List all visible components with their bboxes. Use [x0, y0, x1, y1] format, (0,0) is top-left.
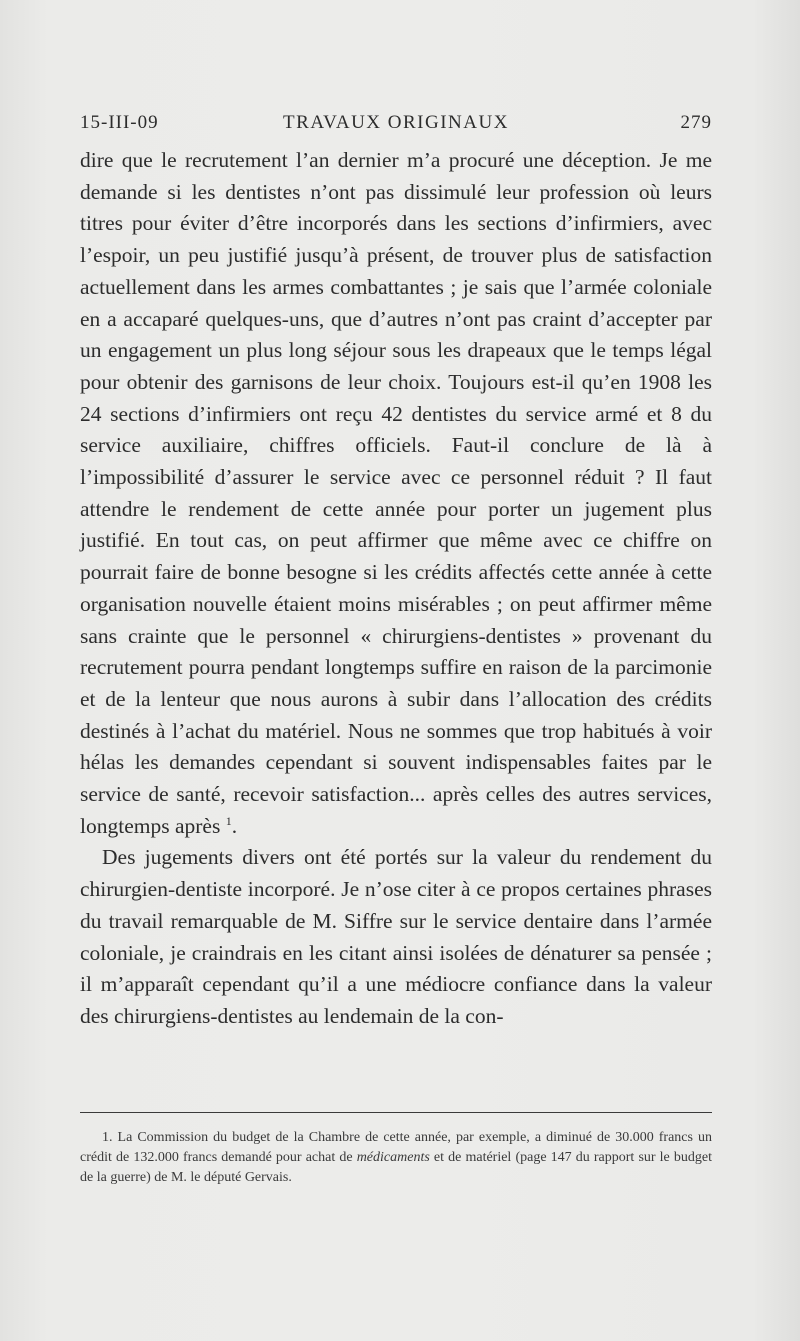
- paragraph-1: [80, 145, 712, 842]
- paragraph-2: Des jugements divers ont été portés sur la valeur du rendement du chirurgien-dentiste incorporé. Je n’ose citer à ce propos certaines phrases du travail remarquable de M. Siffre sur le service dentaire dans l’armée coloniale, je craindrais en les citant ainsi isolées de dénaturer sa pensée ; il m’apparaît cependant qu’il a une médiocre confiance dans la valeur des chirurgiens-dentistes au lendemain de la con-: [80, 845, 712, 1028]
- header-date: 15-III-09: [80, 112, 159, 133]
- footnote-divider: [80, 1112, 712, 1113]
- running-header: [80, 112, 712, 142]
- footnote-text-after: et de matériel (page 147 du rapport sur le budget de la guerre) de M. le député Gervais.: [80, 1150, 712, 1185]
- paragraph-1-text: dire que le recrutement l’an dernier m’a procuré une déception. Je me demande si les dentistes n’ont pas dissimulé leur profession où leurs titres pour éviter d’être incorporés dans les sections d’infirmiers, avec l’espoir, un peu justifié jusqu’à présent, de trouver plus de satisfaction actuellement dans les armes combattantes ; je sais que l’armée coloniale en a accaparé quelques-uns, que d’autres n’ont pas craint d’accepter par un engagement un plus long séjour sous les drapeaux que le temps légal pour obtenir des garnisons de leur choix. Toujours est-il qu’en 1908 les 24 sections d’infirmiers ont reçu 42 dentistes du service armé et 8 du service auxiliaire, chiffres officiels. Faut-il conclure de là à l’impossibilité d’assurer le service avec ce personnel réduit ? Il faut attendre le rendement de cette année pour porter un jugement plus justifié. En tout cas, on peut affirmer que même avec ce chiffre on pourrait faire de bonne besogne si les crédits affectés cette année à cette organisation nouvelle étaient moins misérables ; on peut affirmer même sans crainte que le personnel « chirurgiens-dentistes » provenant du recrutement pourra pendant longtemps suffire en raison de la parcimonie et de la lenteur que nous aurons à subir dans l’allocation des crédits destinés à l’achat du matériel. Nous ne sommes que trop habitués à voir hélas les demandes cependant si souvent indispensables faites par le service de santé, recevoir satisfaction... après celles des autres services, longtemps après: [80, 148, 712, 838]
- main-text: [80, 145, 712, 1033]
- footnote-number: 1.: [102, 1130, 113, 1145]
- paragraph-1-end: .: [231, 813, 238, 838]
- header-section-title: TRAVAUX ORIGINAUX: [283, 112, 509, 133]
- footnote: [80, 1128, 712, 1188]
- footnote-italic-term: médicaments: [356, 1150, 430, 1165]
- footnote-text-before: La Commission du budget de la Chambre de cette année, par exemple, a diminué de 30.000 francs un crédit de 132.000 francs demandé pour achat de: [80, 1130, 713, 1165]
- footnote-reference: 1: [225, 813, 232, 828]
- page-number: 279: [680, 112, 712, 133]
